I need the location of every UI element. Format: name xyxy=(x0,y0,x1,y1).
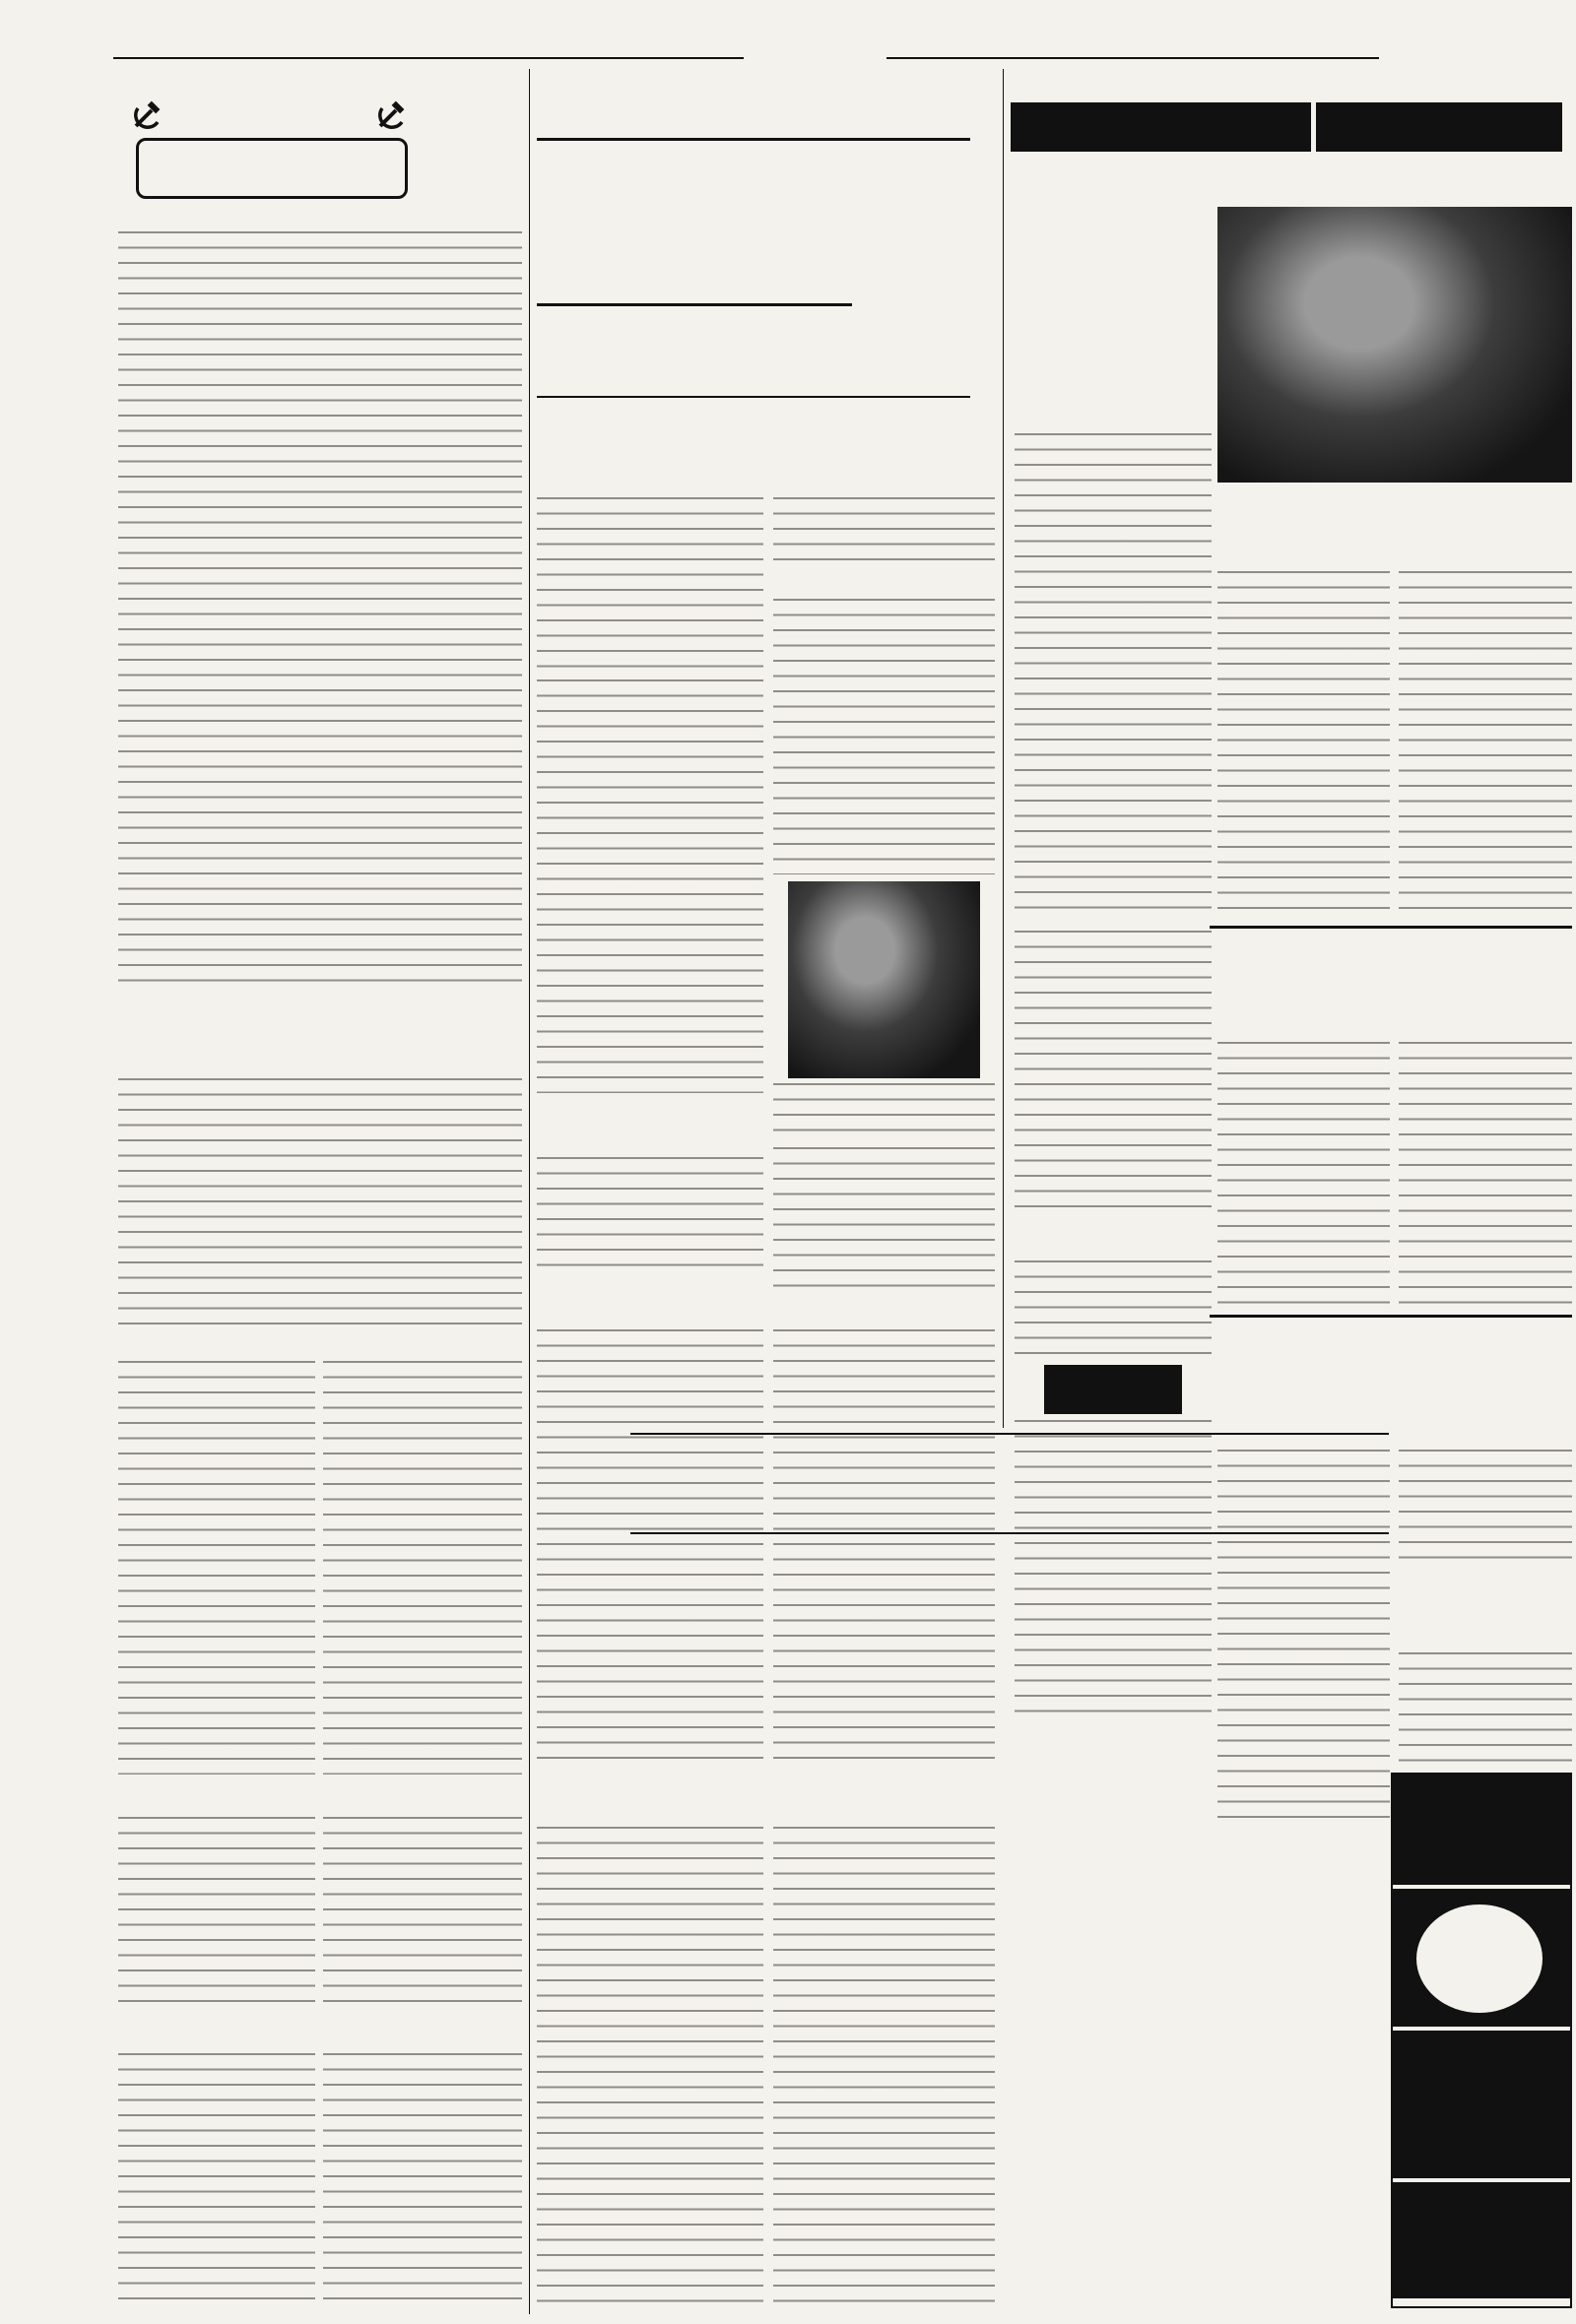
hammer-sickle-icon xyxy=(372,98,408,134)
column-text-4 xyxy=(118,1817,315,2014)
column-text-4b xyxy=(323,1817,522,2014)
kefalaio-ad-publisher xyxy=(1393,2182,1570,2298)
gov-col xyxy=(1015,931,1212,1211)
nea-genia-banner-strip xyxy=(1217,484,1572,563)
column-logo xyxy=(136,138,408,199)
main-col-2a xyxy=(773,497,995,566)
main-col-1e xyxy=(537,1827,763,2309)
kefalaio-ad xyxy=(1391,1773,1572,2308)
photo-student-protest xyxy=(1217,207,1572,483)
emp-col-b xyxy=(1399,1450,1572,1568)
emp-col-a xyxy=(1217,1450,1390,1568)
emena-col xyxy=(1015,1260,1212,1359)
short-news-box xyxy=(1044,1365,1182,1414)
nea-genia-col-b xyxy=(1217,571,1390,921)
main-col-2b xyxy=(773,599,995,874)
main-col-1a xyxy=(537,497,763,675)
column-text-5 xyxy=(118,2053,315,2309)
main-col-2e xyxy=(773,1329,995,1763)
column-text-5b xyxy=(323,2053,522,2309)
nea-genia-banner xyxy=(1011,102,1311,152)
main-col-1d xyxy=(537,1329,763,1763)
kefalaio-ad-bottom xyxy=(1393,2031,1570,2178)
column-text-2 xyxy=(118,1078,522,1324)
emp-col-d xyxy=(1399,1652,1572,1766)
main-col-2f xyxy=(773,1827,995,2309)
rhodes-col-b xyxy=(1399,1042,1572,1308)
main-col-2d xyxy=(773,1147,995,1295)
column-text-3 xyxy=(118,1361,315,1775)
nea-genia-subbanner xyxy=(1316,102,1562,152)
main-col-1b xyxy=(537,679,763,1093)
column-lead-text xyxy=(118,228,522,1036)
kefalaio-ad-top xyxy=(1393,1775,1570,1885)
nea-genia-col-a xyxy=(1015,433,1212,921)
main-intro xyxy=(709,400,1005,490)
column-text-3b xyxy=(323,1361,522,1775)
nea-genia-col-c xyxy=(1399,571,1572,921)
kefalaio-ad-title-block xyxy=(1393,1889,1570,2027)
main-col-2c xyxy=(773,1083,995,1142)
emp-col-c xyxy=(1217,1572,1390,1818)
hammer-sickle-icon xyxy=(128,98,164,134)
main-col-1c xyxy=(537,1157,763,1275)
photo-ambatielos xyxy=(788,881,980,1078)
short-news-col xyxy=(1015,1420,1212,1715)
rhodes-col-a xyxy=(1217,1042,1390,1308)
